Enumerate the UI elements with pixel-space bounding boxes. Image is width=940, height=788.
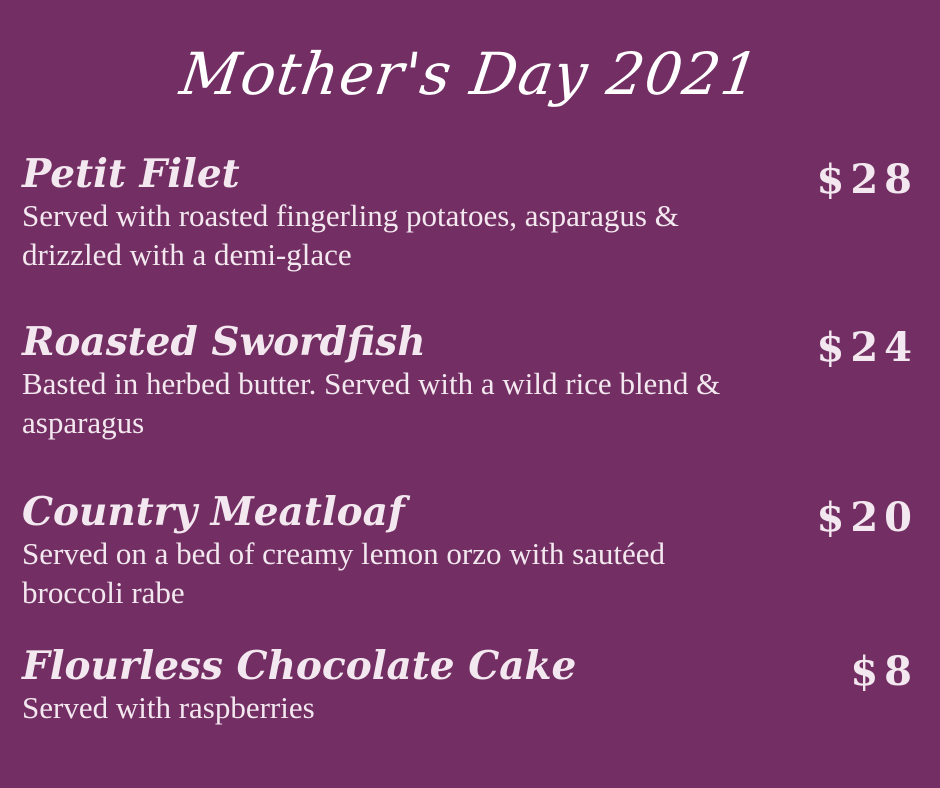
item-name: Flourless Chocolate Cake [22,643,577,689]
item-price: $20 [816,494,918,541]
item-name: Country Meatloaf [22,489,405,535]
menu-title: Mother's Day 2021 [176,40,764,108]
item-price: $8 [850,648,918,695]
item-name: Petit Filet [22,151,240,197]
item-description: Served with roasted fingerling potatoes, asparagus & drizzled with a demi-glace [22,198,679,272]
item-price: $24 [816,324,918,371]
item-description: Served with raspberries [22,690,315,725]
item-name: Roasted Swordfish [22,319,426,365]
menu-item-flourless-chocolate-cake [22,644,918,727]
menu-item-country-meatloaf [22,490,918,612]
menu-item-petit-filet [22,152,918,274]
item-price: $28 [816,156,918,203]
item-description: Basted in herbed butter. Served with a wild rice blend & asparagus [22,366,721,440]
item-description: Served on a bed of creamy lemon orzo with sautéed broccoli rabe [22,536,666,610]
menu-item-roasted-swordfish [22,320,918,442]
